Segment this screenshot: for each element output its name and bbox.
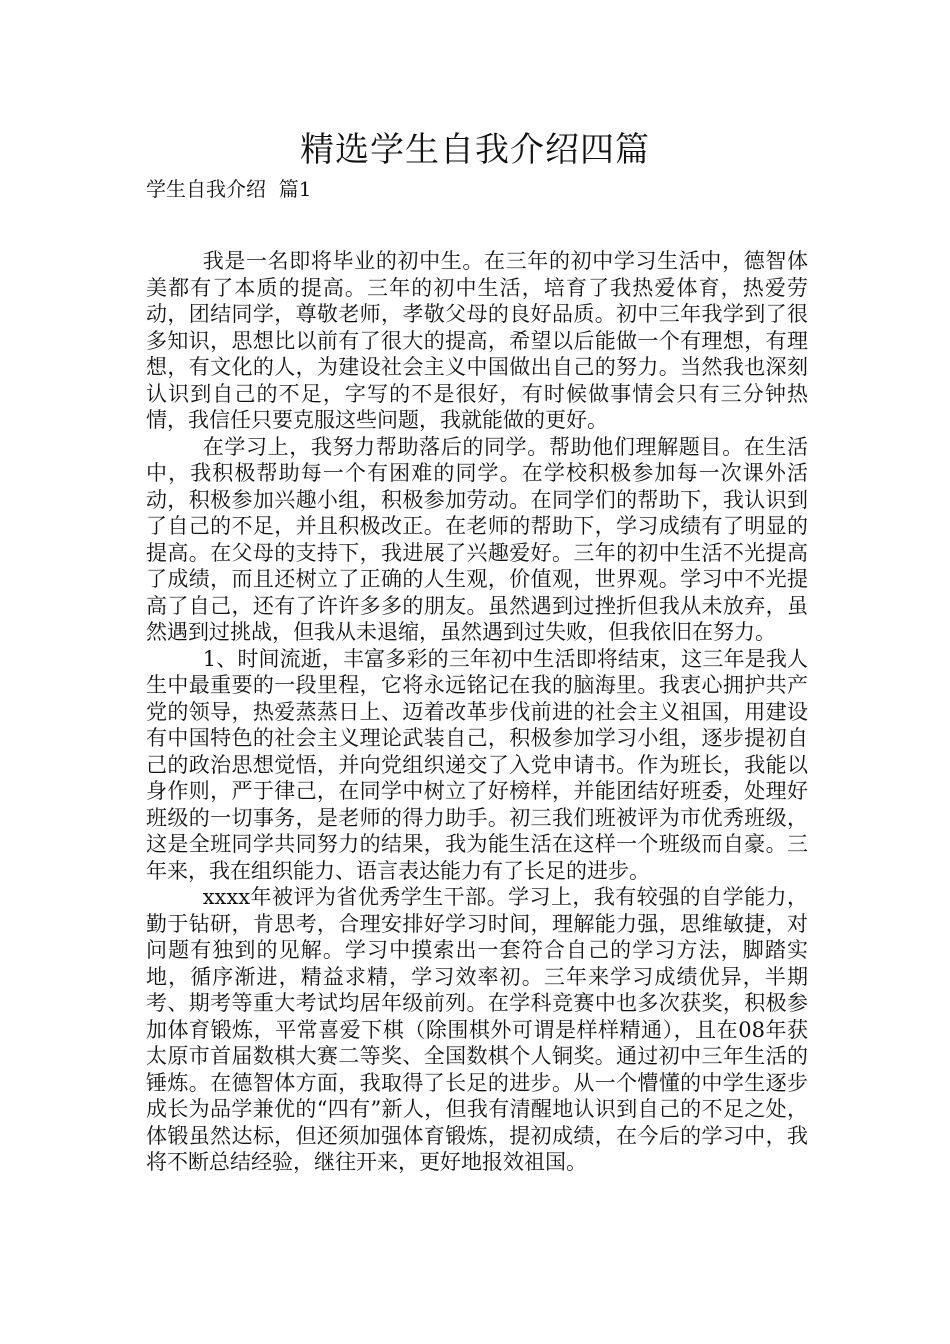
paragraph-2: 在学习上，我努力帮助落后的同学。帮助他们理解题目。在生活中，我积极帮助每一个有困难的同学。在学校积极参加每一次课外活动，积极参加兴趣小组，积极参加劳动。在同学们的帮助下，我认识到了自己的不足，并且积极改正。在老师的帮助下，学习成绩有了明显的提高。在父母的支持下，我进展了兴趣爱好。三年的初中生活不光提高了成绩，而且还树立了正确的人生观，价值观，世界观。学习中不光提高了自己，还有了许许多多的朋友。虽然遇到过挫折但我从未放弃，虽然遇到过挑战，但我从未退缩，虽然遇到过失败，但我依旧在努力。	[146, 434, 808, 644]
paragraph-4: xxxx年被评为省优秀学生干部。学习上，我有较强的自学能力，勤于钻研，肯思考，合理安排好学习时间，理解能力强，思维敏捷，对问题有独到的见解。学习中摸索出一套符合自己的学习方法，脚踏实地，循序渐进，精益求精，学习效率初。三年来学习成绩优异，半期考、期考等重大考试均居年级前列。在学科竞赛中也多次获奖，积极参加体育锻炼，平常喜爱下棋（除围棋外可谓是样样精通），且在08年获太原市首届数棋大赛二等奖、全国数棋个人铜奖。通过初中三年生活的锤炼。在德智体方面，我取得了长足的进步。从一个懵懂的中学生逐步成长为品学兼优的“四有”新人，但我有清醒地认识到自己的不足之处，体锻虽然达标，但还须加强体育锻炼，提初成绩，在今后的学习中，我将不断总结经验，继往开来，更好地报效祖国。	[146, 885, 808, 1174]
document-body	[146, 248, 808, 1176]
document-title: 精选学生自我介绍四篇	[300, 130, 650, 170]
section-heading: 学生自我介绍 篇1	[146, 177, 312, 201]
paragraph-3: 1、时间流逝，丰富多彩的三年初中生活即将结束，这三年是我人生中最重要的一段里程，它将永远铭记在我的脑海里。我衷心拥护共产党的领导，热爱蒸蒸日上、迈着改革步伐前进的社会主义祖国，用建设有中国特色的社会主义理论武装自己，积极参加学习小组，逐步提初自己的政治思想觉悟，并向党组织递交了入党申请书。作为班长，我能以身作则，严于律己，在同学中树立了好榜样，并能团结好班委，处理好班级的一切事务，是老师的得力助手。初三我们班被评为市优秀班级，这是全班同学共同努力的结果，我为能生活在这样一个班级而自豪。三年来，我在组织能力、语言表达能力有了长足的进步。	[146, 646, 808, 883]
paragraph-1: 我是一名即将毕业的初中生。在三年的初中学习生活中，德智体美都有了本质的提高。三年的初中生活，培育了我热爱体育，热爱劳动，团结同学，尊敬老师，孝敬父母的良好品质。初中三年我学到了很多知识，思想比以前有了很大的提高，希望以后能做一个有理想，有理想，有文化的人，为建设社会主义中国做出自己的努力。当然我也深刻认识到自己的不足，字写的不是很好，有时候做事情会只有三分钟热情，我信任只要克服这些问题，我就能做的更好。	[146, 249, 808, 432]
